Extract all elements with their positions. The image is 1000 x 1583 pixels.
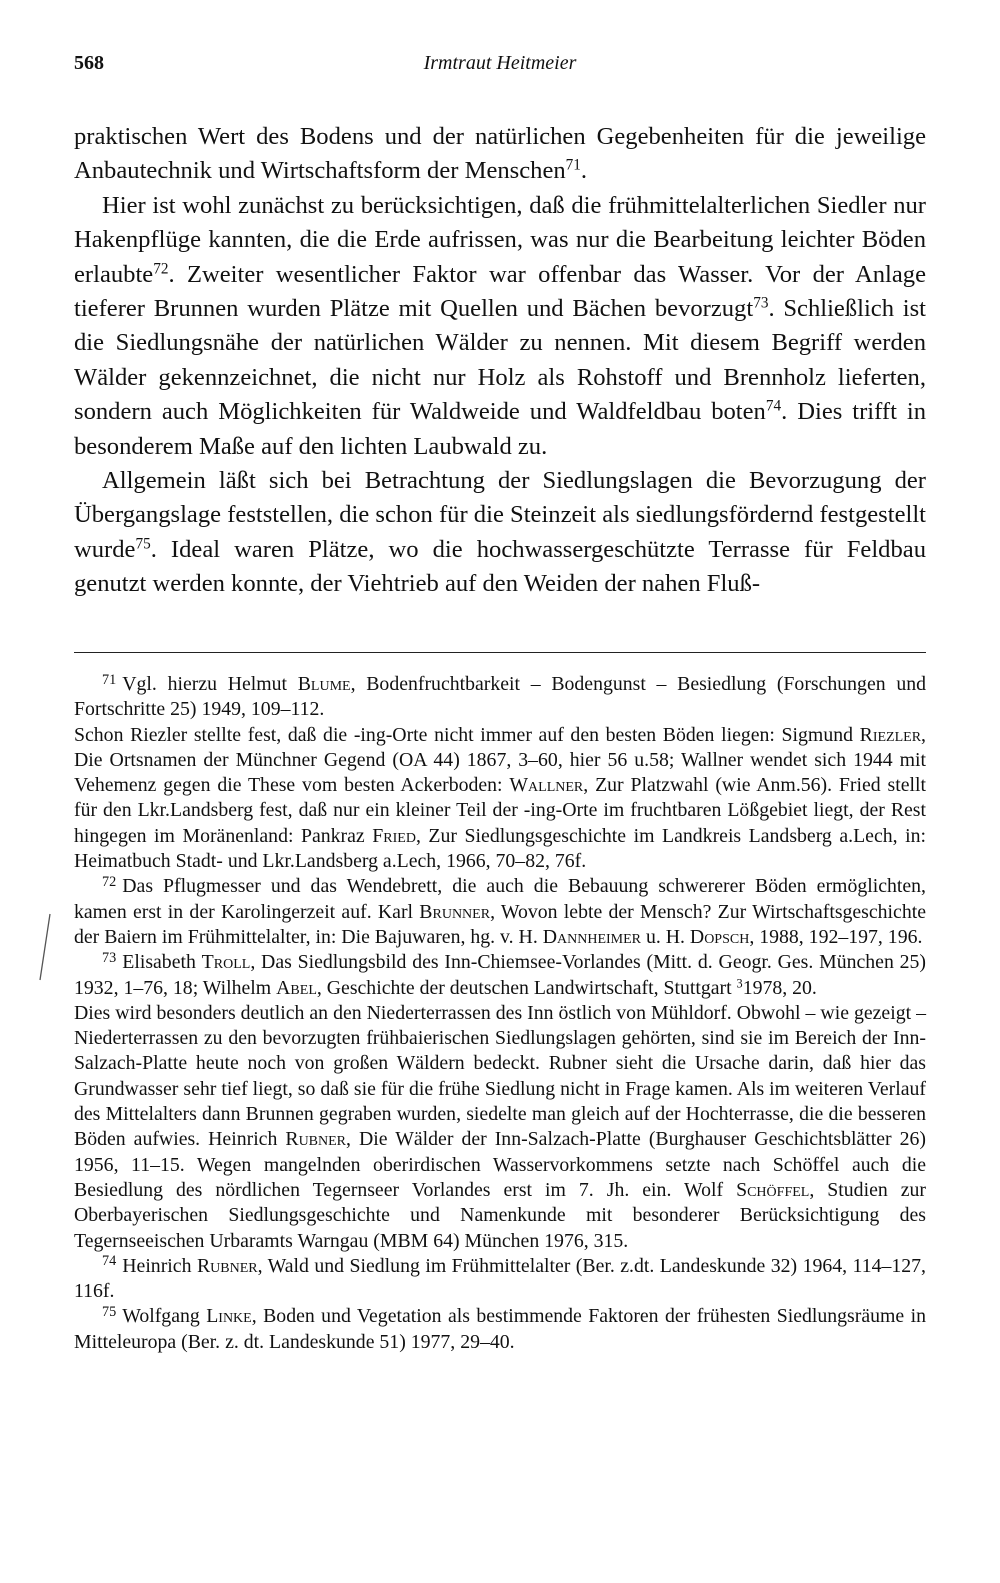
page-header	[74, 52, 926, 88]
running-head: Irmtraut Heitmeier	[423, 52, 577, 74]
footnote-72: $^{72}$ Das Pflugmesser und das Wendebrett, die auch die Bebauung schwererer Böden ermöglichten, kamen erst in der Karolingerzeit auf. Karl Brunner, Wovon lebte der Mensch? Zur Wirtschaftsgeschichte der Baiern im Frühmittelalter, in: Die Bajuwaren, hg. v. H. Dannheimer u. H. Dopsch, 1988, 192–197, 196.	[74, 873, 926, 948]
footnote-74: $^{74}$ Heinrich Rubner, Wald und Siedlung im Frühmittelalter (Ber. z.dt. Landeskunde 32) 1964, 114–127, 116f.	[74, 1253, 926, 1303]
main-text	[74, 120, 926, 602]
footnote-ref-74[interactable]: 74	[765, 397, 782, 415]
footnote-ref-71[interactable]: 71	[565, 157, 581, 175]
footnote-ref-72[interactable]: 72	[153, 260, 169, 278]
footnotes	[74, 672, 926, 1355]
footnote-rule	[74, 652, 926, 653]
footnote-71: $^{71}$ Vgl. hierzu Helmut Blume, Bodenfruchtbarkeit – Bodengunst – Besiedlung (Forschungen und Fortschritte 25) 1949, 109–112. Schon Riezler stellte fest, daß die -ing-Orte nicht immer auf den besten Böden liegen: Sigmund Riezler, Die Ortsnamen der Münchner Gegend (OA 44) 1867, 3–60, hier 56 u.58; Wallner wendet sich 1944 mit Vehemenz gegen die These vom besten Ackerboden: Wallner, Zur Platzwahl (wie Anm.56). Fried stellt für den Lkr.Landsberg fest, daß nur ein kleiner Teil der -ing-Orte im fruchtbaren Lößgebiet liegt, der Rest hingegen im Moränenland: Pankraz Fried, Zur Siedlungsgeschichte im Landkreis Landsberg a.Lech, in: Heimatbuch Stadt- und Lkr.Landsberg a.Lech, 1966, 70–82, 76f.	[74, 671, 926, 873]
footnote-ref-73[interactable]: 73	[753, 294, 769, 312]
footnote-73: $^{73}$ Elisabeth Troll, Das Siedlungsbild des Inn-Chiemsee-Vorlandes (Mitt. d. Geogr. Ges. München 25) 1932, 1–76, 18; Wilhelm Abel, Geschichte der deutschen Landwirtschaft, Stuttgart $^3$1978, 20. Dies wird besonders deutlich an den Niederterrassen des Inn östlich von Mühldorf. Obwohl – wie gezeigt – Niederterrassen zu den bevorzugten frühbaierischen Siedlungslagen gehörten, sind sie im Bereich der Inn-Salzach-Platte heute noch von großen Wäldern bedeckt. Rubner sieht die Ursache darin, daß hier das Grundwasser sehr tief liegt, so daß sie für die frühe Siedlung nicht in Frage kamen. Als im weiteren Verlauf des Mittelalters dann Brunnen gegraben wurden, siedelte man gleich auf der Hochterrasse, die die besseren Böden aufwies. Heinrich Rubner, Die Wälder der Inn-Salzach-Platte (Burghauser Geschichtsblätter 26) 1956, 11–15. Wegen mangelnden oberirdischen Wasservorkommens setzte nach Schöffel auch die Besiedlung des nördlichen Tegernseer Vorlandes erst im 7. Jh. ein. Wolf Schöffel, Studien zur Oberbayerischen Siedlungsgeschichte und Namenkunde mit besonderer Berücksichtigung des Tegernseeischen Urbaramts Warngau (MBM 64) München 1976, 315.	[74, 949, 927, 1252]
paragraph-2: Hier ist wohl zunächst zu berücksichtigen, daß die frühmittelalterlichen Siedler nur Hakenpflüge kannten, die die Erde aufrissen, was nur die Bearbeitung leichter Böden erlaubte$^{72}$. Zweiter wesentlicher Faktor war offenbar das Wasser. Vor der Anlage tieferer Brunnen wurden Plätze mit Quellen und Bächen bevorzugt$^{73}$. Schließlich ist die Siedlungsnähe der natürlichen Wälder zu nennen. Mit diesem Begriff werden Wälder gekennzeichnet, die nicht nur Holz als Rohstoff und Brennholz lieferten, sondern auch Möglichkeiten für Waldweide und Waldfeldbau boten$^{74}$. Dies trifft in besonderem Maße auf den lichten Laubwald zu.	[74, 191, 926, 460]
paragraph-1: praktischen Wert des Bodens und der natürlichen Gegebenheiten für die jeweilige Anbautechnik und Wirtschaftsform der Menschen$^{71}$.	[74, 123, 926, 185]
footnote-number: 71	[102, 671, 117, 688]
footnote-number: 74	[102, 1253, 117, 1270]
footnote-75: $^{75}$ Wolfgang Linke, Boden und Vegetation als bestimmende Faktoren der frühesten Siedlungsräume in Mitteleuropa (Ber. z. dt. Landeskunde 51) 1977, 29–40.	[74, 1304, 926, 1353]
footnote-number: 75	[102, 1304, 117, 1321]
footnote-number: 72	[102, 873, 117, 890]
pencil-mark-icon	[30, 912, 60, 982]
page-number: 568	[74, 52, 104, 74]
footnote-number: 73	[102, 949, 117, 966]
paragraph-3: Allgemein läßt sich bei Betrachtung der Siedlungslagen die Bevorzugung der Übergangslage feststellen, die schon für die Steinzeit als siedlungsfördernd festgestellt wurde$^{75}$. Ideal waren Plätze, wo die hochwassergeschützte Terrasse für Feldbau genutzt werden konnte, der Viehtrieb auf den Weiden der nahen Fluß-	[74, 467, 926, 598]
footnote-ref-75[interactable]: 75	[135, 535, 151, 553]
